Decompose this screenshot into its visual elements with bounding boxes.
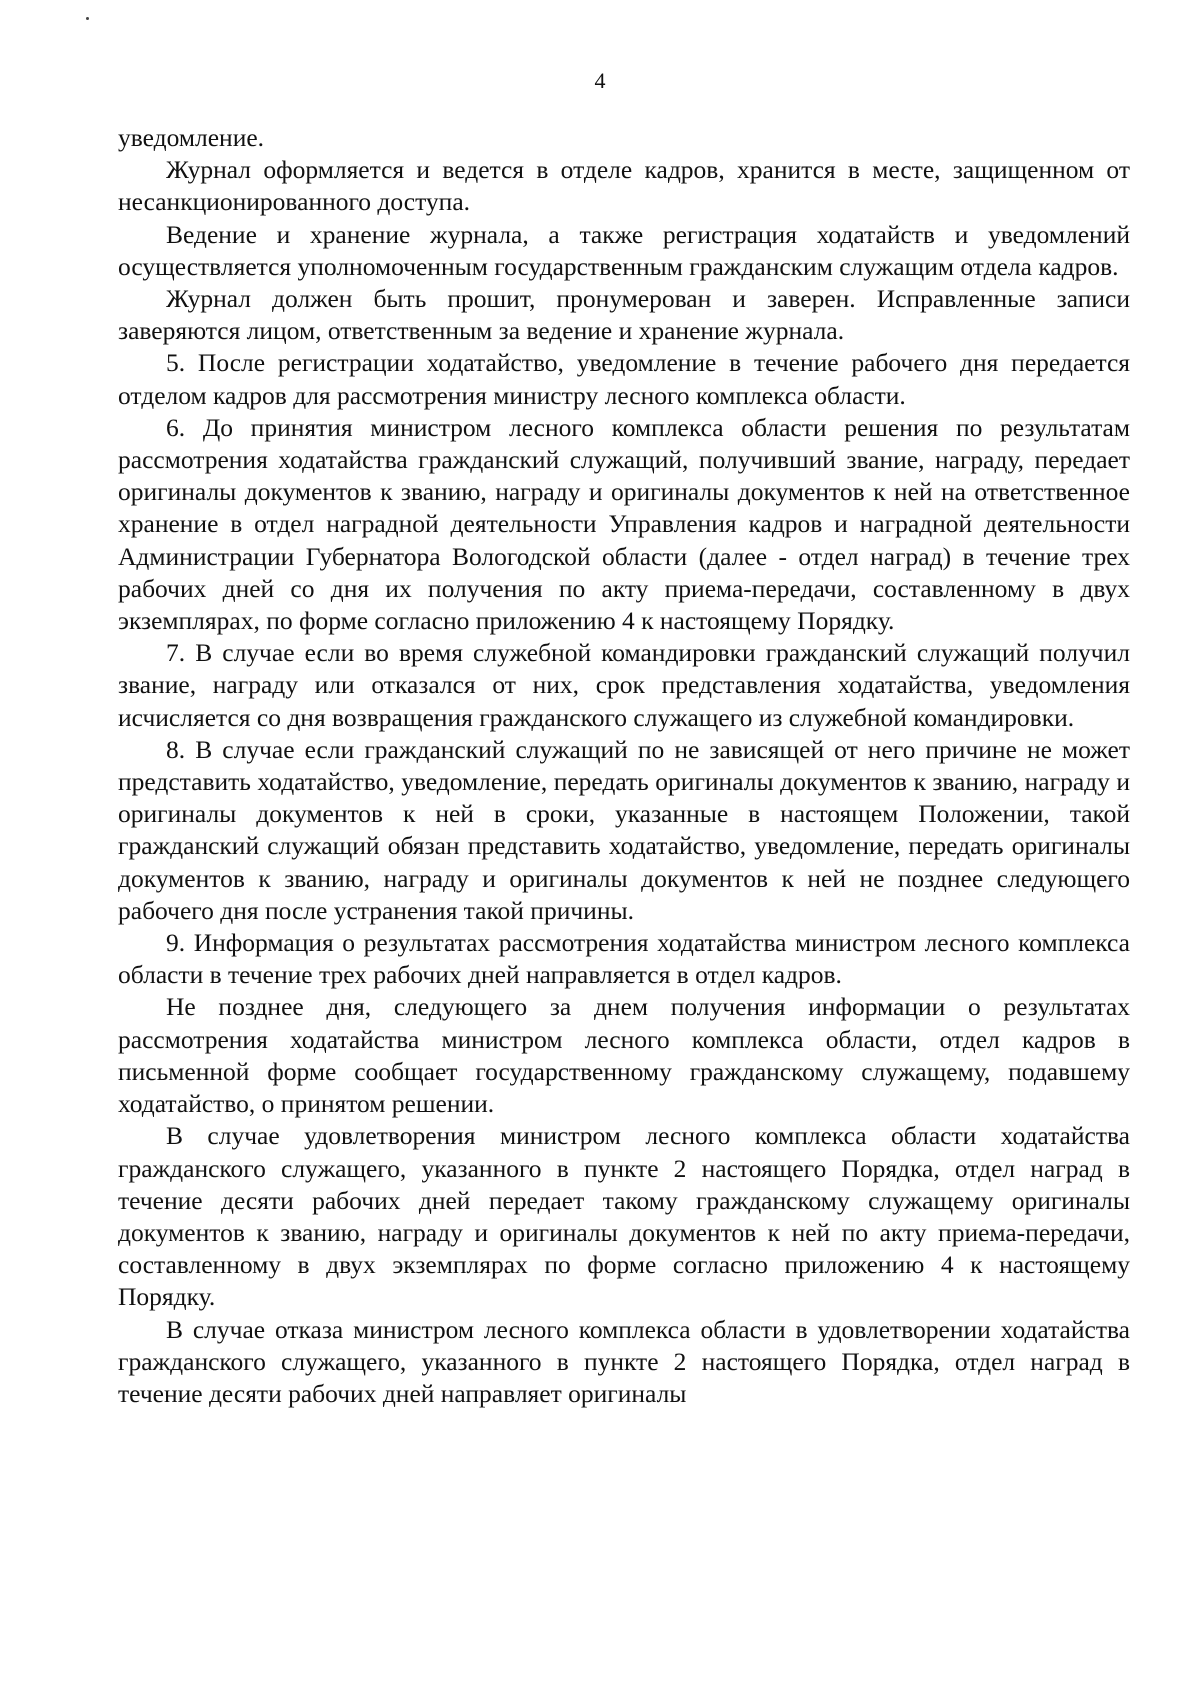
page-number: 4 xyxy=(594,68,606,93)
paragraph-continuation: уведомление. xyxy=(118,123,265,152)
paragraph-item-5: 5. После регистрации ходатайство, уведомление в течение рабочего дня передается отделом кадров для рассмотрения министру лесного комплекса области. xyxy=(118,348,1130,410)
paragraph-notification: Не позднее дня, следующего за днем получения информации о результатах рассмотрения ходатайства министром лесного комплекса области, отдел кадров в письменной форме сообщает государственному гражданскому служащему, подавшему ходатайство, о принятом решении. xyxy=(118,992,1130,1119)
paragraph-journal-binding: Журнал должен быть прошит, пронумерован и заверен. Исправленные записи заверяются лицом, ответственным за ведение и хранение журнала. xyxy=(118,284,1130,346)
paragraph-approval: В случае удовлетворения министром лесного комплекса области ходатайства гражданского служащего, указанного в пункте 2 настоящего Порядка, отдел наград в течение десяти рабочих дней передает такому гражданскому служащему оригиналы документов к званию, награду и оригиналы документов к ней по акту приема-передачи, составленному в двух экземплярах по форме согласно приложению 4 к настоящему Порядку. xyxy=(118,1121,1130,1312)
paragraph-item-6: 6. До принятия министром лесного комплекса области решения по результатам рассмотрения ходатайства гражданский служащий, получивший звание, награду, передает оригиналы документов к званию, награду и оригиналы документов к ней на ответственное хранение в отдел наградной деятельности Управления кадров и наградной деятельности Администрации Губернатора Вологодской области (далее - отдел наград) в течение трех рабочих дней со дня их получения по акту приема-передачи, составленному в двух экземплярах, по форме согласно приложению 4 к настоящему Порядку. xyxy=(118,412,1130,636)
scan-speck xyxy=(86,17,89,20)
paragraph-refusal: В случае отказа министром лесного комплекса области в удовлетворении ходатайства гражданского служащего, указанного в пункте 2 настоящего Порядка, отдел наград в течение десяти рабочих дней направляет оригиналы xyxy=(118,1314,1130,1408)
paragraph-item-9: 9. Информация о результатах рассмотрения ходатайства министром лесного комплекса области в течение трех рабочих дней направляется в отдел кадров. xyxy=(118,928,1130,990)
document-body xyxy=(118,122,1130,1410)
paragraph-journal-storage: Ведение и хранение журнала, а также регистрация ходатайств и уведомлений осуществляется уполномоченным государственным гражданским служащим отдела кадров. xyxy=(118,219,1130,281)
paragraph-item-8: 8. В случае если гражданский служащий по не зависящей от него причине не может представить ходатайство, уведомление, передать оригиналы документов к званию, награду и оригиналы документов к ней в сроки, указанные в настоящем Положении, такой гражданский служащий обязан представить ходатайство, уведомление, передать оригиналы документов к званию, награду и оригиналы документов к ней не позднее следующего рабочего дня после устранения такой причины. xyxy=(118,734,1130,925)
paragraph-item-7: 7. В случае если во время служебной командировки гражданский служащий получил звание, награду или отказался от них, срок представления ходатайства, уведомления исчисляется со дня возвращения гражданского служащего из служебной командировки. xyxy=(118,638,1130,732)
paragraph-journal-keeping: Журнал оформляется и ведется в отделе кадров, хранится в месте, защищенном от несанкционированного доступа. xyxy=(118,155,1130,217)
